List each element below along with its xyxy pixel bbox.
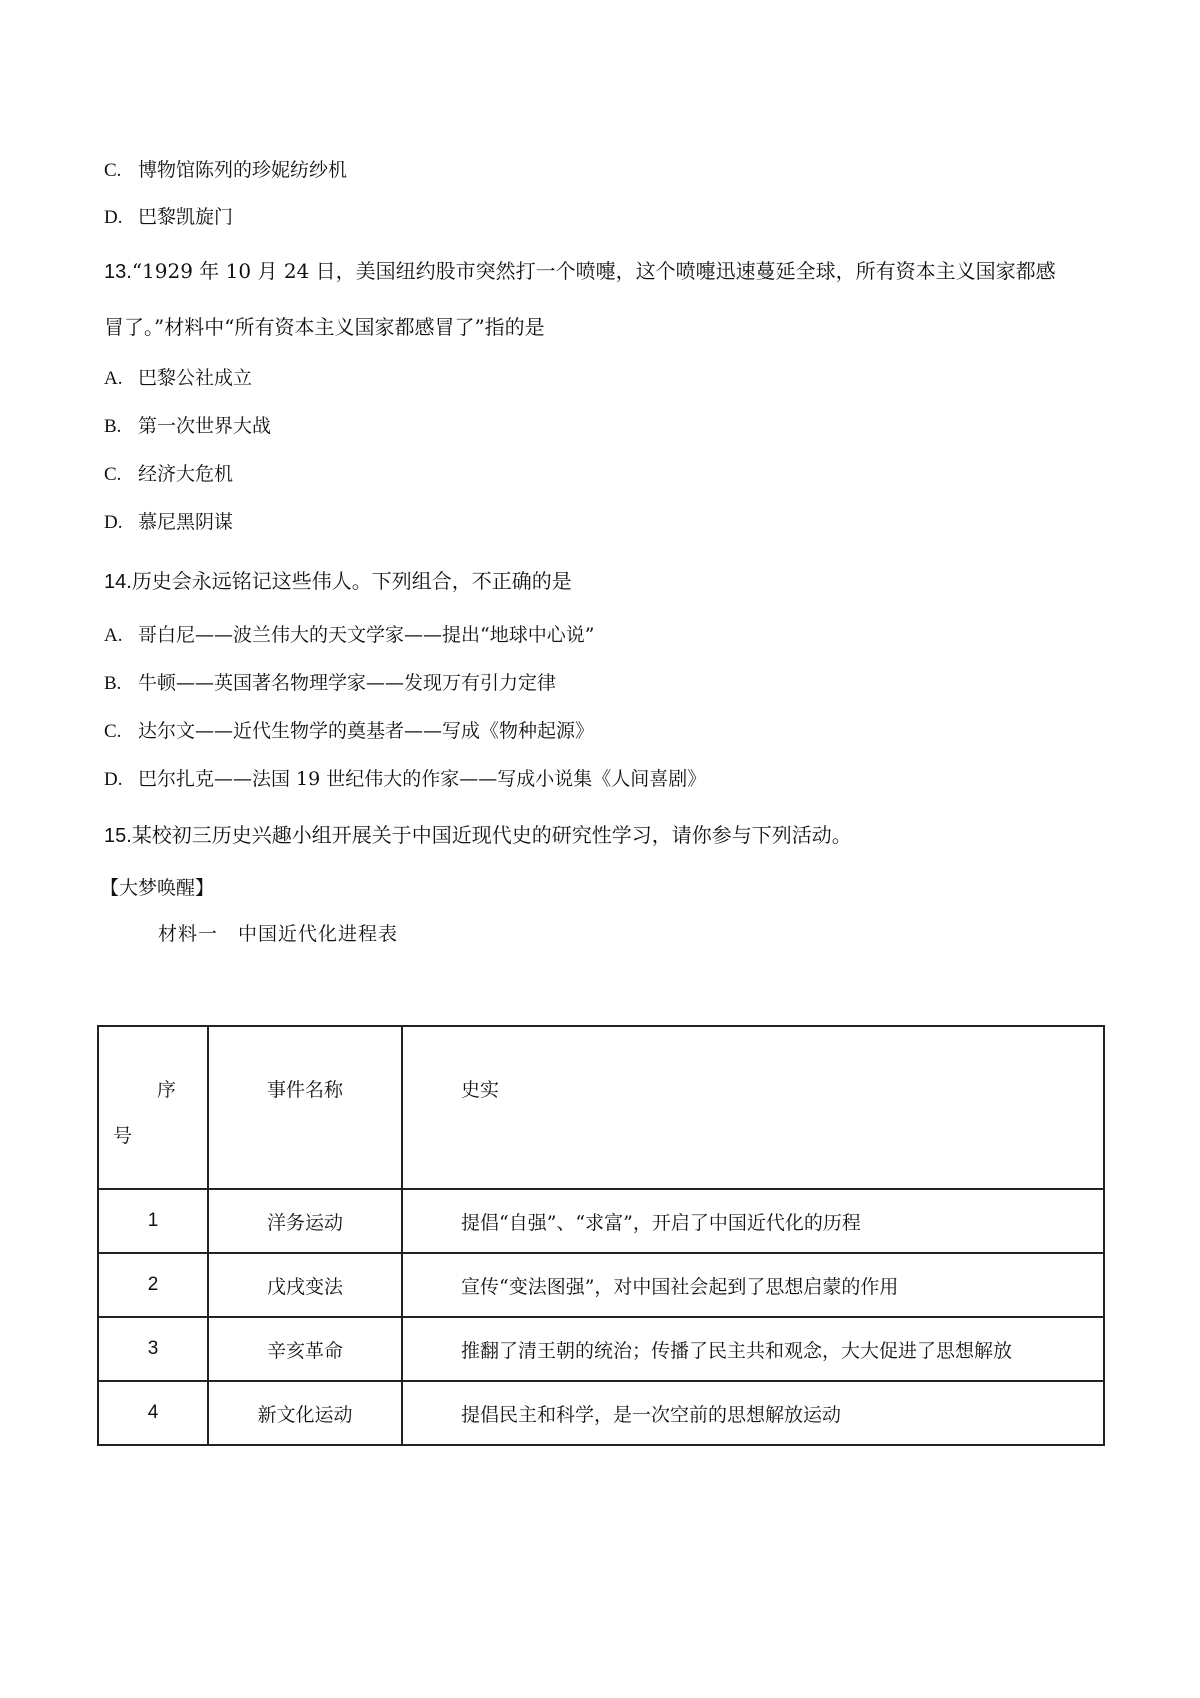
option-letter: C. [104, 160, 122, 181]
header-event: 事件名称 [208, 1026, 402, 1189]
option-text: 慕尼黑阴谋 [138, 511, 234, 533]
cell-event: 洋务运动 [208, 1189, 402, 1253]
header-seq-cell [98, 1026, 208, 1189]
cell-event: 新文化运动 [208, 1381, 402, 1445]
option-letter: C. [104, 721, 122, 742]
option-letter: C. [104, 464, 122, 485]
option-b-q14 [104, 671, 556, 696]
modernization-table [97, 1025, 1105, 1446]
option-letter: B. [104, 416, 122, 437]
option-d-q13 [104, 510, 233, 535]
option-c-q13 [104, 462, 233, 487]
header-fact: 史实 [402, 1026, 1104, 1189]
question-number: 13. [104, 261, 132, 283]
option-d-q14 [104, 767, 706, 792]
option-a-q13 [104, 366, 252, 391]
question-13-stem-line2: 冒了。”材料中“所有资本主义国家都感冒了”指的是 [104, 315, 545, 339]
table-row [98, 1253, 1104, 1317]
cell-seq: 1 [98, 1189, 208, 1253]
option-letter: D. [104, 207, 123, 228]
material-title: 材料一 中国近代化进程表 [158, 923, 399, 945]
option-letter: A. [104, 625, 123, 646]
section-heading: 【大梦唤醒】 [100, 877, 215, 899]
cell-event: 辛亥革命 [208, 1317, 402, 1381]
option-letter: B. [104, 673, 122, 694]
cell-seq: 2 [98, 1253, 208, 1317]
option-text: 巴尔扎克——法国 19 世纪伟大的作家——写成小说集《人间喜剧》 [138, 768, 707, 790]
question-number: 15. [104, 825, 132, 847]
cell-fact: 提倡“自强”、“求富”，开启了中国近代化的历程 [402, 1189, 1104, 1253]
question-13-stem-line1 [104, 258, 1056, 285]
cell-seq: 4 [98, 1381, 208, 1445]
option-text: 第一次世界大战 [138, 415, 272, 437]
table-row [98, 1381, 1104, 1445]
option-text: 哥白尼——波兰伟大的天文学家——提出“地球中心说” [138, 624, 595, 646]
header-seq-char2: 号 [113, 1126, 133, 1147]
option-text: 经济大危机 [138, 463, 234, 485]
option-a-q14 [104, 623, 594, 648]
question-text: 某校初三历史兴趣小组开展关于中国近现代史的研究性学习，请你参与下列活动。 [131, 823, 852, 847]
option-b-q13 [104, 414, 271, 439]
option-text: 达尔文——近代生物学的奠基者——写成《物种起源》 [138, 720, 595, 742]
table-header-row [98, 1026, 1104, 1189]
question-number: 14. [104, 571, 132, 593]
option-letter: D. [104, 769, 123, 790]
question-14-stem [104, 568, 572, 595]
table-row [98, 1317, 1104, 1381]
cell-fact: 宣传“变法图强”，对中国社会起到了思想启蒙的作用 [402, 1253, 1104, 1317]
option-text: 博物馆陈列的珍妮纺纱机 [138, 159, 348, 181]
option-text: 牛顿——英国著名物理学家——发现万有引力定律 [138, 672, 557, 694]
header-seq-char1: 序 [157, 1080, 177, 1101]
table-row [98, 1189, 1104, 1253]
question-text: 历史会永远铭记这些伟人。下列组合，不正确的是 [131, 569, 572, 593]
cell-event: 戊戌变法 [208, 1253, 402, 1317]
question-15-stem [104, 822, 852, 849]
option-c-q14 [104, 719, 594, 744]
option-text: 巴黎凯旋门 [138, 206, 234, 228]
cell-seq: 3 [98, 1317, 208, 1381]
cell-fact: 提倡民主和科学，是一次空前的思想解放运动 [402, 1381, 1104, 1445]
option-letter: A. [104, 368, 123, 389]
cell-fact: 推翻了清王朝的统治；传播了民主共和观念，大大促进了思想解放 [402, 1317, 1104, 1381]
option-text: 巴黎公社成立 [138, 367, 253, 389]
option-letter: D. [104, 512, 123, 533]
option-d-q12 [104, 205, 233, 230]
option-c-q12 [104, 158, 347, 183]
question-text: “1929 年 10 月 24 日，美国纽约股市突然打一个喷嚏，这个喷嚏迅速蔓延全球，所有资本主义国家都感 [131, 259, 1056, 283]
